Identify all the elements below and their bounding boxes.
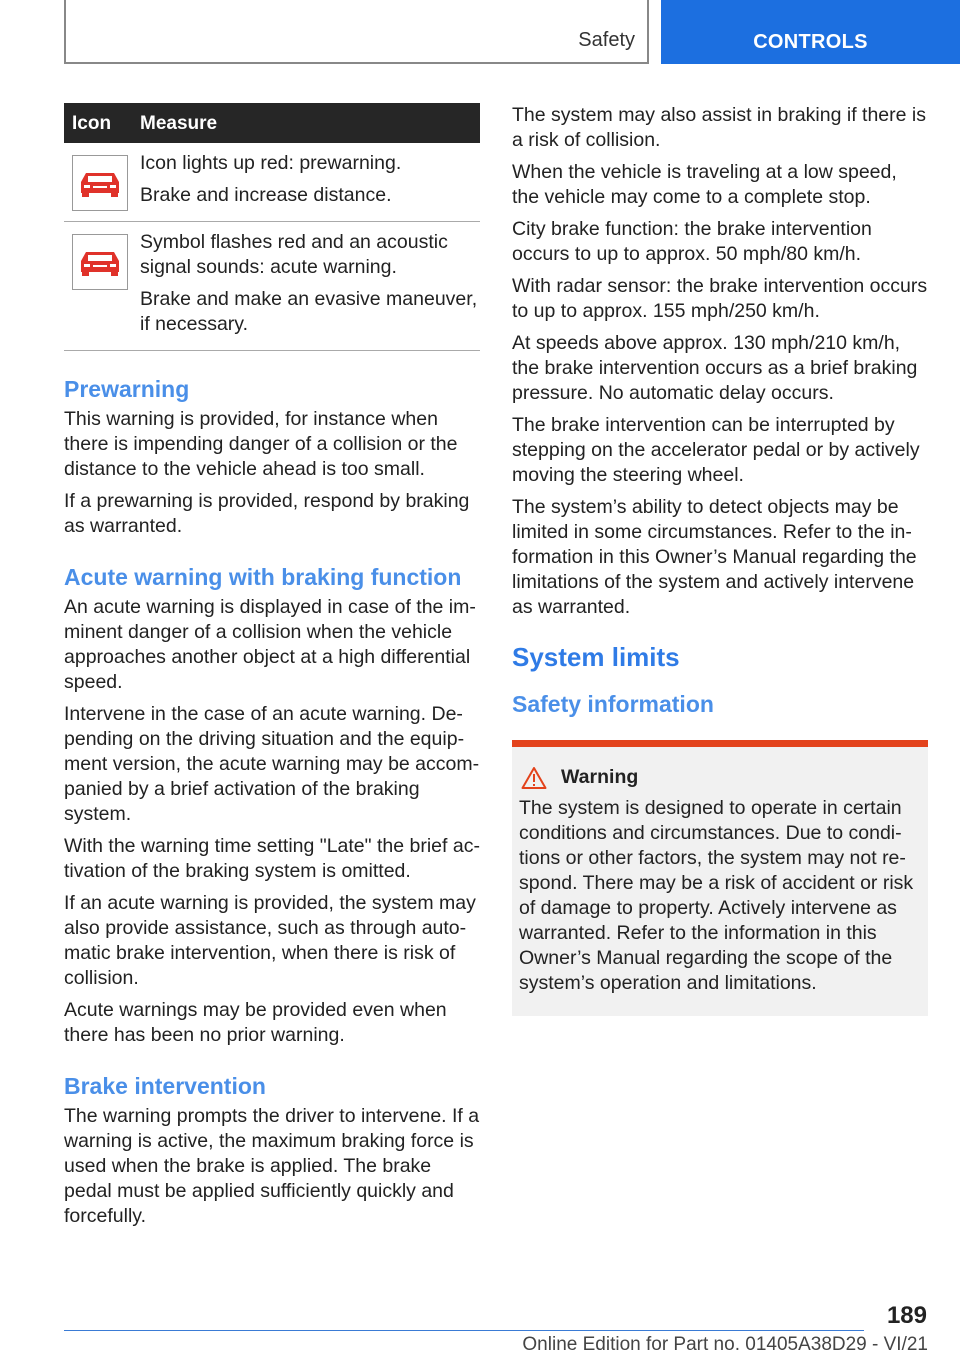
footer-divider (64, 1330, 864, 1331)
safety-information-heading: Safety information (512, 691, 714, 717)
paragraph: If a prewarning is provided, respond by braking as warranted. (64, 490, 470, 537)
car-front-icon (72, 234, 128, 290)
warning-title: Warning (561, 766, 639, 788)
paragraph: City brake function: the brake intervention occurs to up to approx. 50 mph/80 km/h. (512, 218, 872, 265)
paragraph: The system may also assist in braking if there is a risk of collision. (512, 104, 926, 151)
paragraph: This warning is provided, for instance when there is impending danger of a collision or the distance to the vehicle ahead is too small. (64, 408, 458, 480)
measure-line: Symbol flashes red and an acoustic signal sounds: acute warning. (140, 231, 448, 278)
prewarning-heading: Prewarning (64, 376, 190, 402)
warning-triangle-icon (521, 766, 547, 790)
measure-line: Brake and make an evasive maneuver, if necessary. (140, 288, 478, 335)
paragraph: With radar sensor: the brake intervention occurs to up to approx. 155 mph/250 km/h. (512, 275, 928, 322)
header-chapter-label: CONTROLS (753, 31, 868, 53)
paragraph: When the vehicle is traveling at a low speed, the vehicle may come to a complete stop. (512, 161, 897, 208)
paragraph: With the warning time setting "Late" the brief activation of the braking system is omitted. (64, 835, 480, 882)
table-row (64, 222, 480, 351)
system-limits-heading: System limits (512, 642, 680, 672)
warning-box (512, 740, 928, 1016)
page-number: 189 (886, 1302, 927, 1329)
table-measure-cell (140, 151, 480, 215)
icon-measure-table (64, 103, 480, 351)
paragraph: At speeds above approx. 130 mph/210 km/h, the brake intervention occurs as a brief braking pressure. No automatic delay occurs. (512, 332, 918, 404)
table-icon-cell (64, 151, 140, 215)
car-front-icon (72, 155, 128, 211)
warning-text: The system is designed to operate in certain conditions and circumstances. Due to conditions or other factors, the system may not respond. There may be a risk of accident or risk of damage to property. Actively intervene as warranted. Refer to the information in this Owner’s Manual regarding the scope of the system’s operation and limitations. (519, 797, 914, 994)
paragraph: The brake intervention can be interrupted by stepping on the accelerator pedal or by actively moving the steering wheel. (512, 414, 920, 486)
paragraph: If an acute warning is provided, the system may also provide assistance, such as through automatic brake intervention, when there is risk of collision. (64, 892, 476, 989)
measure-line: Brake and increase distance. (140, 184, 392, 206)
header-chapter-tab (661, 0, 960, 64)
right-column (512, 103, 928, 1016)
warning-title-row (519, 765, 922, 790)
table-measure-cell (140, 230, 480, 344)
footer-edition: Online Edition for Part no. 01405A38D29 - VI/21 (522, 1334, 928, 1355)
table-header-measure: Measure (140, 112, 218, 134)
acute-warning-heading: Acute warning with braking function (64, 564, 462, 590)
paragraph: The system’s ability to detect objects may be limited in some circumstances. Refer to the information in this Owner’s Manual regarding the limitations of the system and actively intervene as warranted. (512, 496, 917, 618)
table-row (64, 143, 480, 222)
header-section-tab (64, 0, 649, 64)
header-section-label: Safety (578, 29, 635, 51)
table-header (64, 103, 480, 143)
paragraph: Acute warnings may be provided even when there has been no prior warning. (64, 999, 447, 1046)
paragraph: An acute warning is displayed in case of the imminent danger of a collision when the vehicle approaches another object at a high differential speed. (64, 596, 476, 693)
table-icon-cell (64, 230, 140, 344)
measure-line: Icon lights up red: prewarning. (140, 152, 402, 174)
paragraph: Intervene in the case of an acute warning. Depending on the driving situation and the equipment version, the acute warning may be accompanied by a brief activation of the braking system. (64, 703, 480, 825)
paragraph: The warning prompts the driver to intervene. If a warning is active, the maximum braking force is used when the brake is applied. The brake pedal must be applied sufficiently quickly and forcefully. (64, 1105, 480, 1227)
table-header-icon: Icon (72, 112, 112, 134)
brake-intervention-heading: Brake intervention (64, 1073, 266, 1099)
left-column (64, 103, 480, 1236)
